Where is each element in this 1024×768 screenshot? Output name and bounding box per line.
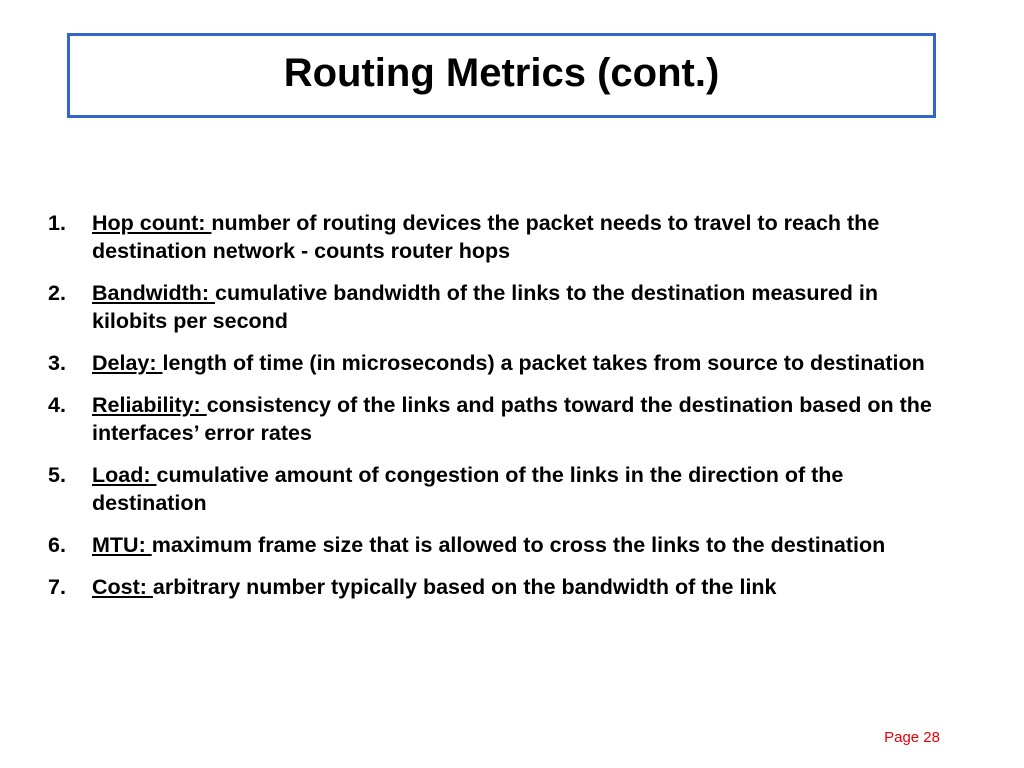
metric-item-mtu — [48, 531, 948, 559]
page-number: Page 28 — [884, 729, 940, 746]
metric-description: arbitrary number typically based on the bandwidth of the link — [152, 575, 777, 599]
metric-number: 6. — [48, 533, 66, 557]
metric-body — [92, 461, 948, 517]
metric-description: maximum frame size that is allowed to cross the links to the destination — [151, 533, 886, 557]
metric-body — [92, 573, 948, 601]
metric-description: number of routing devices the packet needs to travel to reach the destination network - counts router hops — [92, 211, 880, 263]
metric-term: Reliability: — [92, 393, 207, 417]
slide-title: Routing Metrics (cont.) — [283, 51, 720, 95]
metric-item-delay — [48, 349, 948, 377]
metrics-list — [48, 209, 948, 615]
metric-number: 3. — [48, 351, 66, 375]
metric-item-bandwidth — [48, 279, 948, 335]
metric-term: Bandwidth: — [92, 281, 216, 305]
metric-item-hop-count — [48, 209, 948, 265]
metric-item-cost — [48, 573, 948, 601]
metric-description: length of time (in microseconds) a packet takes from source to destination — [162, 351, 925, 375]
metric-description: consistency of the links and paths toward the destination based on the interfaces’ error rates — [92, 393, 932, 445]
metric-body — [92, 531, 948, 559]
metric-term: Delay: — [92, 351, 163, 375]
metric-body — [92, 349, 948, 377]
metric-number: 7. — [48, 575, 66, 599]
metric-term: Cost: — [92, 575, 153, 599]
metric-number: 1. — [48, 211, 66, 235]
metric-description: cumulative amount of congestion of the links in the direction of the destination — [92, 463, 844, 515]
metric-number: 5. — [48, 463, 66, 487]
metric-term: Hop count: — [92, 211, 212, 235]
metric-body — [92, 279, 948, 335]
metric-term: MTU: — [92, 533, 152, 557]
metric-item-load — [48, 461, 948, 517]
metric-body — [92, 391, 948, 447]
metric-term: Load: — [92, 463, 157, 487]
metric-description: cumulative bandwidth of the links to the destination measured in kilobits per second — [92, 281, 879, 333]
metric-item-reliability — [48, 391, 948, 447]
metric-number: 2. — [48, 281, 66, 305]
metric-number: 4. — [48, 393, 66, 417]
metric-body — [92, 209, 948, 265]
title-box — [67, 33, 936, 118]
